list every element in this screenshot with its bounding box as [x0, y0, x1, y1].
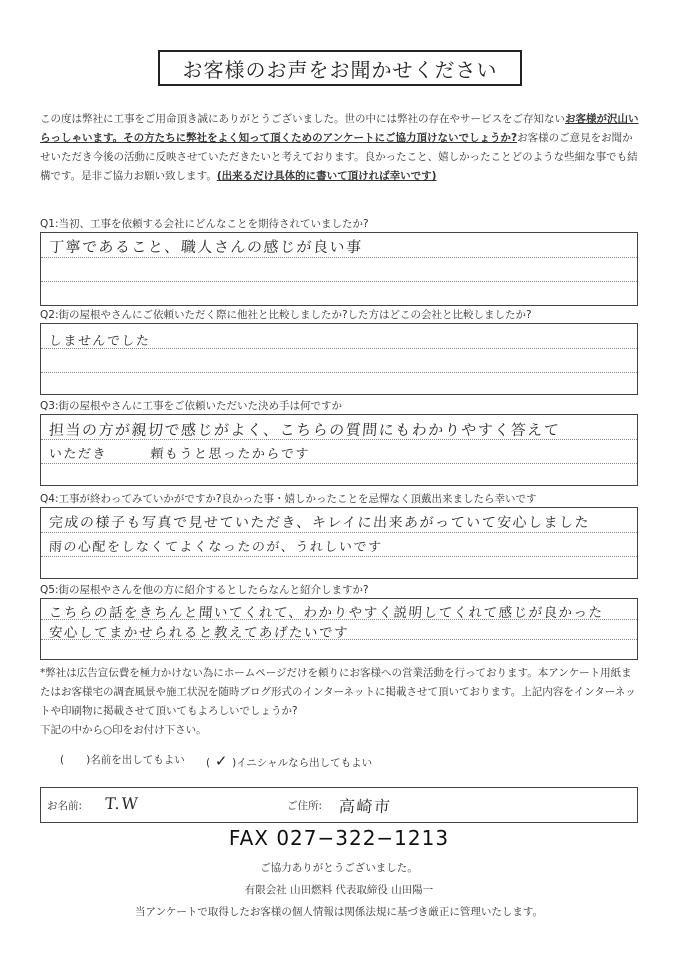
choice-1-open: ( [60, 754, 65, 766]
answer-4-line-1: 完成の様子も写真で見せていただき、キレイに出来あがっていて安心しました [48, 515, 591, 531]
answer-1-line-1: 丁寧であること、職人さんの感じが良い事 [48, 238, 364, 256]
answer-4-line-2: 雨の心配をしなくてよくなったのが、うれしいです [48, 540, 383, 555]
fax-number: FAX 027−322−1213 [228, 826, 450, 850]
name-address-box[interactable] [40, 787, 638, 823]
choice-name-ok[interactable] [60, 752, 185, 767]
answer-line [41, 281, 637, 282]
intro-text [40, 110, 640, 186]
instruction-text: 下記の中から○印をお付け下さい。 [40, 724, 207, 736]
question-4-label: Q4:工事が終わってみていかがですか?良かった事・嬉しかったことを忌憚なく頂戴出来ましたら幸いです [40, 493, 537, 505]
page-title: お客様のお声をお聞かせください [158, 50, 522, 86]
answer-line [41, 556, 637, 557]
publication-notice [40, 664, 640, 740]
answer-line [41, 532, 637, 533]
notice-text: *弊社は広告宣伝費を極力かけない為にホームページだけを頼りにお客様への営業活動を行っております。本アンケート用紙またはお客様宅の調査風景や施工状況を随時ブログ形式のインターネットに掲載させて頂いております。上記内容をインターネットや印刷物に掲載させて頂いてもよろしいでしょうか? [40, 667, 636, 717]
answer-3-line-2: いただき 頼もうと思ったからです [48, 447, 311, 462]
answer-box-2[interactable] [40, 323, 638, 395]
answer-2-line-1: しませんでした [48, 334, 151, 349]
choice-1-close: ) [86, 754, 91, 766]
answer-5-line-1: こちらの話をきちんと聞いてくれて、わかりやすく説明してくれて感じが良かった [48, 605, 605, 621]
answer-box-5[interactable] [40, 598, 638, 660]
question-1-label: Q1:当初、工事を依頼する会社にどんなことを期待されていましたか? [40, 218, 369, 230]
footer-thanks: ご協力ありがとうございました。 [260, 862, 418, 874]
choice-1-label: 名前を出してもよい [90, 754, 185, 766]
answer-3-line-1: 担当の方が親切で感じがよく、こちらの質問にもわかりやすく答えて [48, 421, 561, 439]
footer-privacy: 当アンケートで取得したお客様の個人情報は関係法規に基づき厳正に管理いたします。 [134, 906, 544, 918]
question-2-label: Q2:街の屋根やさんにご依頼いただく際に他社と比較しましたか?した方はどこの会社と比較しましたか? [40, 309, 532, 321]
name-label: お名前: [47, 800, 83, 812]
answer-box-4[interactable] [40, 507, 638, 579]
intro-p1-underlined: お客様が沢山いらっしゃいます。その方たちに弊社をよく知って頂くためのアンケートにご協力頂けないでしょうか? [40, 113, 639, 144]
answer-box-3[interactable] [40, 414, 638, 486]
choice-2-close: ) [232, 757, 237, 769]
intro-p2-note: (出来るだけ具体的に書いて頂ければ幸いです) [216, 170, 437, 182]
answer-box-1[interactable] [40, 232, 638, 306]
name-value: T.W [104, 794, 141, 813]
address-value: 高崎市 [338, 797, 393, 816]
choice-2-open: ( [206, 757, 211, 769]
answer-line [41, 257, 637, 258]
choice-2-label: イニシャルなら出してもよい [236, 757, 373, 769]
address-label: ご住所: [287, 800, 323, 812]
question-3-label: Q3:街の屋根やさんに工事をご依頼いただいた決め手は何ですか [40, 400, 342, 412]
checkmark-icon: ✓ [214, 752, 228, 770]
footer-company: 有限会社 山田燃料 代表取締役 山田陽一 [244, 884, 434, 896]
intro-p1: この度は弊社に工事をご用命頂き誠にありがとうございました。世の中には弊社の存在やサービスをご存知ない [40, 113, 565, 125]
answer-line [41, 463, 637, 464]
choice-initials-ok[interactable] [206, 752, 372, 770]
question-5-label: Q5:街の屋根やさんを他の方に紹介するとしたらなんと紹介しますか? [40, 584, 369, 596]
answer-line [41, 372, 637, 373]
intro-p2: お客様のご意見をお聞かせいただき今後の活動に反映させていただきたいと考えております。良かったこと、嬉しかったことどのような些細な事でも結構です。是非ご協力お願い致します。 [40, 132, 638, 182]
answer-5-line-2: 安心してまかせられると教えてあげたいです [48, 625, 350, 641]
